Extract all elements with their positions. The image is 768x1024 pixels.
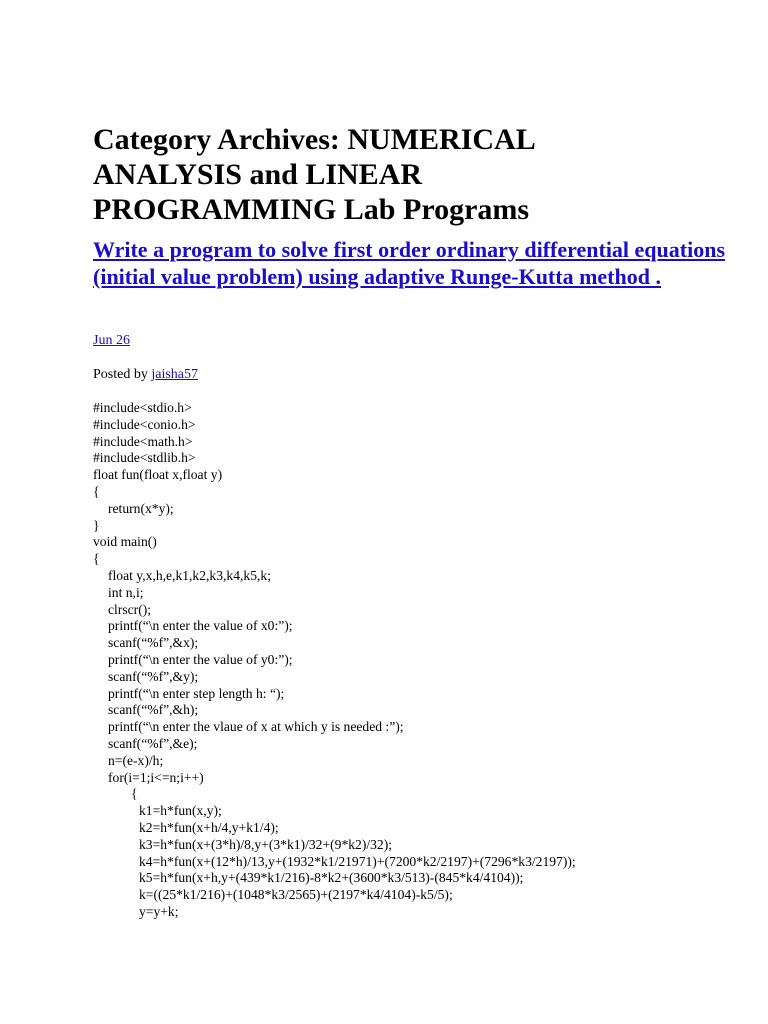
code-line: k4=h*fun(x+(12*h)/13,y+(1932*k1/21971)+(7200*k2/2197)+(7296*k3/2197)); [139,853,576,869]
code-line: scanf(“%f”,&e); [108,735,198,751]
code-line: for(i=1;i<=n;i++) [108,769,204,785]
post-title-link[interactable]: Write a program to solve first order ordinary differential equations (initial value problem) using adaptive Runge-Kutta method . [93,237,726,289]
code-line: k2=h*fun(x+h/4,y+k1/4); [139,819,279,835]
archive-category: NUMERICAL ANALYSIS and LINEAR PROGRAMMING Lab Programs [93,123,535,226]
code-line: clrscr(); [108,601,152,617]
post-title [93,237,733,290]
code-line: #include<stdlib.h> [93,450,196,466]
code-line: printf(“\n enter step length h: “); [108,685,285,701]
code-line: #include<conio.h> [93,416,196,432]
code-line: y=y+k; [139,903,179,919]
code-line: scanf(“%f”,&h); [108,702,199,718]
code-line: float y,x,h,e,k1,k2,k3,k4,k5,k; [108,567,271,583]
code-line: { [131,786,138,802]
code-line: k=((25*k1/216)+(1048*k3/2565)+(2197*k4/4104)-k5/5); [139,887,453,903]
code-line: #include<math.h> [93,433,193,449]
code-line: printf(“\n enter the value of y0:”); [108,651,293,667]
code-line: scanf(“%f”,&y); [108,668,199,684]
code-line: #include<stdio.h> [93,400,192,415]
code-line: return(x*y); [108,500,174,516]
code-line: } [93,517,100,533]
code-line: void main() [93,534,157,550]
post-date [93,332,130,349]
author-link[interactable]: jaisha57 [151,367,198,382]
archive-title [93,122,653,227]
code-line: n=(e-x)/h; [108,752,164,768]
posted-by-label: Posted by [93,367,152,382]
code-line: { [93,483,100,499]
posted-by [93,366,198,383]
code-line: printf(“\n enter the value of x0:”); [108,618,293,634]
post-date-link[interactable]: Jun 26 [93,333,130,348]
code-line: int n,i; [108,584,144,600]
code-block [93,400,753,921]
code-line: k3=h*fun(x+(3*h)/8,y+(3*k1)/32+(9*k2)/32); [139,836,393,852]
code-line: printf(“\n enter the vlaue of x at which y is needed :”); [108,719,404,735]
code-line: k5=h*fun(x+h,y+(439*k1/216)-8*k2+(3600*k3/513)-(845*k4/4104)); [139,870,524,886]
code-line: k1=h*fun(x,y); [139,803,222,819]
code-line: { [93,551,100,567]
code-line: scanf(“%f”,&x); [108,635,199,651]
archive-prefix: Category Archives: [93,123,348,156]
code-line: float fun(float x,float y) [93,467,223,483]
